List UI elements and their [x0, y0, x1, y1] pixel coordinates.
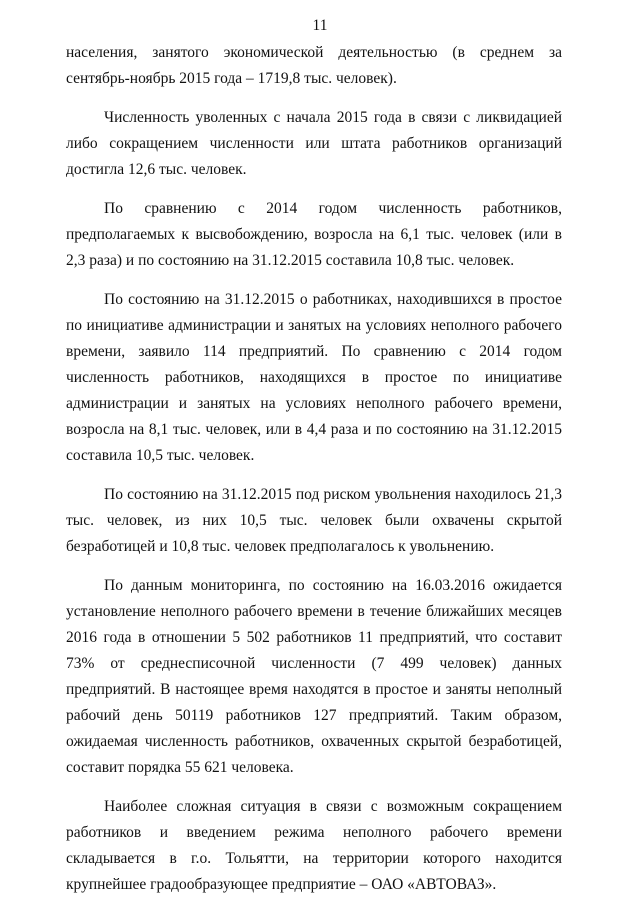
paragraph-continuation: населения, занятого экономической деятельностью (в среднем за сентябрь-ноябрь 2015 года – 1719,8 тыс. человек). [66, 44, 562, 87]
paragraph-downtime-workers: По состоянию на 31.12.2015 о работниках, находившихся в простое по инициативе администрации и занятых на условиях неполного рабочего времени, заявило 114 предприятий. По сравнению с 2014 годом численность работников, находящихся в простое по инициативе администрации и занятых на условиях неполного рабочего времени, возросла на 8,1 тыс. человек, или в 4,4 раза и по состоянию на 31.12.2015 составила 10,5 тыс. человек. [66, 291, 562, 464]
paragraph-dismissal-risk: По состоянию на 31.12.2015 под риском увольнения находилось 21,3 тыс. человек, из них 10,5 тыс. человек были охвачены скрытой безработицей и 10,8 тыс. человек предполагалось к увольнению. [66, 486, 562, 555]
paragraph-dismissed-count: Численность уволенных с начала 2015 года в связи с ликвидацией либо сокращением численности или штата работников организаций достигла 12,6 тыс. человек. [66, 109, 562, 178]
paragraph-release-comparison: По сравнению с 2014 годом численность работников, предполагаемых к высвобождению, возросла на 6,1 тыс. человек (или в 2,3 раза) и по состоянию на 31.12.2015 составила 10,8 тыс. человек. [66, 200, 562, 269]
document-body [66, 40, 562, 911]
paragraph-monitoring-data: По данным мониторинга, по состоянию на 16.03.2016 ожидается установление неполного рабочего времени в течение ближайших месяцев 2016 года в отношении 5 502 работников 11 предприятий, что составит 73% от среднесписочной численности (7 499 человек) данных предприятий. В настоящее время находятся в простое и заняты неполный рабочий день 50119 работников 127 предприятий. Таким образом, ожидаемая численность работников, охваченных скрытой безработицей, составит порядка 55 621 человека. [66, 577, 562, 776]
paragraph-togliatti-situation: Наиболее сложная ситуация в связи с возможным сокращением работников и введением режима неполного рабочего времени складывается в г.о. Тольятти, на территории которого находится крупнейшее градообразующее предприятие – ОАО «АВТОВАЗ». [66, 798, 562, 893]
page-number: 11 [312, 17, 328, 34]
